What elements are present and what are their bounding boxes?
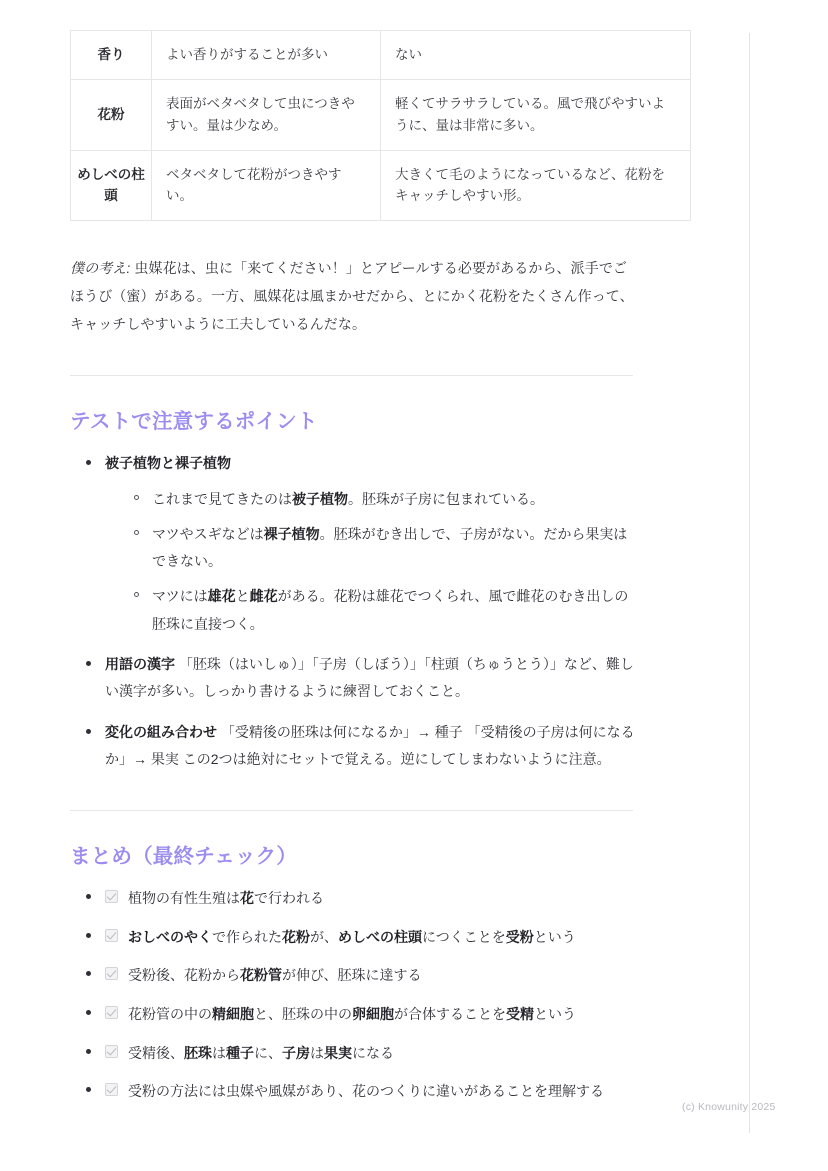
table-row xyxy=(71,79,691,150)
author-note-lead: 僕の考え: xyxy=(70,260,131,277)
checkbox-icon[interactable] xyxy=(105,929,118,942)
checklist-text: 植物の有性生殖は花で行われる xyxy=(128,890,324,907)
list-item: マツには雄花と雌花がある。花粉は雄花でつくられ、風で雌花のむき出しの胚珠に直接つく。 xyxy=(131,583,635,638)
table-cell-wind: 軽くてサラサラしている。風で飛びやすいように、量は非常に多い。 xyxy=(381,79,691,150)
page-side-rule xyxy=(749,33,750,1133)
section-title-test-points: テストで注意するポイント xyxy=(70,410,318,434)
section-divider xyxy=(70,375,633,376)
checklist-text: おしべのやくで作られた花粉が、めしべの柱頭につくことを受粉という xyxy=(128,928,576,945)
table-cell-insect: よい香りがすることが多い xyxy=(152,31,381,80)
list-item-label: 被子植物と裸子植物 xyxy=(105,455,231,472)
sub-list xyxy=(105,486,635,638)
list-item-text: 「受精後の胚珠は何になるか」→ 種子 「受精後の子房は何になるか」→ 果実 この2つは絶対にセットで覚える。逆にしてしまわないように注意。 xyxy=(105,723,635,767)
author-note-body: 虫媒花は、虫に「来てください！」とアピールする必要があるから、派手でごほうび（蜜）がある。一方、風媒花は風まかせだから、とにかく花粉をたくさん作って、キャッチしやすいように工夫しているんだな。 xyxy=(70,260,634,333)
checklist-text: 花粉管の中の精細胞と、胚珠の中の卵細胞が合体することを受精という xyxy=(128,1006,576,1023)
list-item xyxy=(82,450,635,638)
comparison-table xyxy=(70,30,691,221)
list-item xyxy=(82,719,635,774)
table-cell-insect: 表面がベタベタして虫につきやすい。量は少なめ。 xyxy=(152,79,381,150)
checkbox-icon[interactable] xyxy=(105,1045,118,1058)
list-item xyxy=(82,1078,635,1105)
table-cell-wind: 大きくて毛のようになっているなど、花粉をキャッチしやすい形。 xyxy=(381,150,691,221)
checklist-text: 受粉の方法には虫媒や風媒があり、花のつくりに違いがあることを理解する xyxy=(128,1083,604,1100)
document-content xyxy=(70,30,665,1117)
table-row-header: めしべの柱頭 xyxy=(71,150,152,221)
summary-checklist xyxy=(70,885,635,1105)
table-row xyxy=(71,31,691,80)
list-item-label: 用語の漢字 xyxy=(105,656,175,673)
table-row-header: 香り xyxy=(71,31,152,80)
table-cell-insect: ベタベタして花粉がつきやすい。 xyxy=(152,150,381,221)
list-item-text: 「胚珠（はいしゅ）」「子房（しぼう）」「柱頭（ちゅうとう）」など、難しい漢字が多い。しっかり書けるように練習しておくこと。 xyxy=(105,656,634,700)
table-row xyxy=(71,150,691,221)
list-item xyxy=(82,1001,635,1028)
author-note xyxy=(70,254,635,338)
table-cell-wind: ない xyxy=(381,31,691,80)
checklist-text: 受粉後、花粉から花粉管が伸び、胚珠に達する xyxy=(128,967,422,984)
list-item xyxy=(82,651,635,706)
list-item-label: 変化の組み合わせ xyxy=(105,723,217,740)
checkbox-icon[interactable] xyxy=(105,1083,118,1096)
checkbox-icon[interactable] xyxy=(105,967,118,980)
checkbox-icon[interactable] xyxy=(105,1006,118,1019)
footer-credit: (c) Knowunity 2025 xyxy=(682,1101,776,1113)
test-points-list xyxy=(70,450,635,773)
checklist-text: 受精後、胚珠は種子に、子房は果実になる xyxy=(128,1044,394,1061)
table-row-header: 花粉 xyxy=(71,79,152,150)
list-item: マツやスギなどは裸子植物。胚珠がむき出しで、子房がない。だから果実はできない。 xyxy=(131,521,635,576)
list-item xyxy=(82,924,635,951)
checkbox-icon[interactable] xyxy=(105,890,118,903)
list-item xyxy=(82,962,635,989)
list-item xyxy=(82,885,635,912)
list-item: これまで見てきたのは被子植物。胚珠が子房に包まれている。 xyxy=(131,486,635,513)
list-item xyxy=(82,1040,635,1067)
section-divider xyxy=(70,810,633,811)
section-title-summary: まとめ（最終チェック） xyxy=(70,845,298,869)
